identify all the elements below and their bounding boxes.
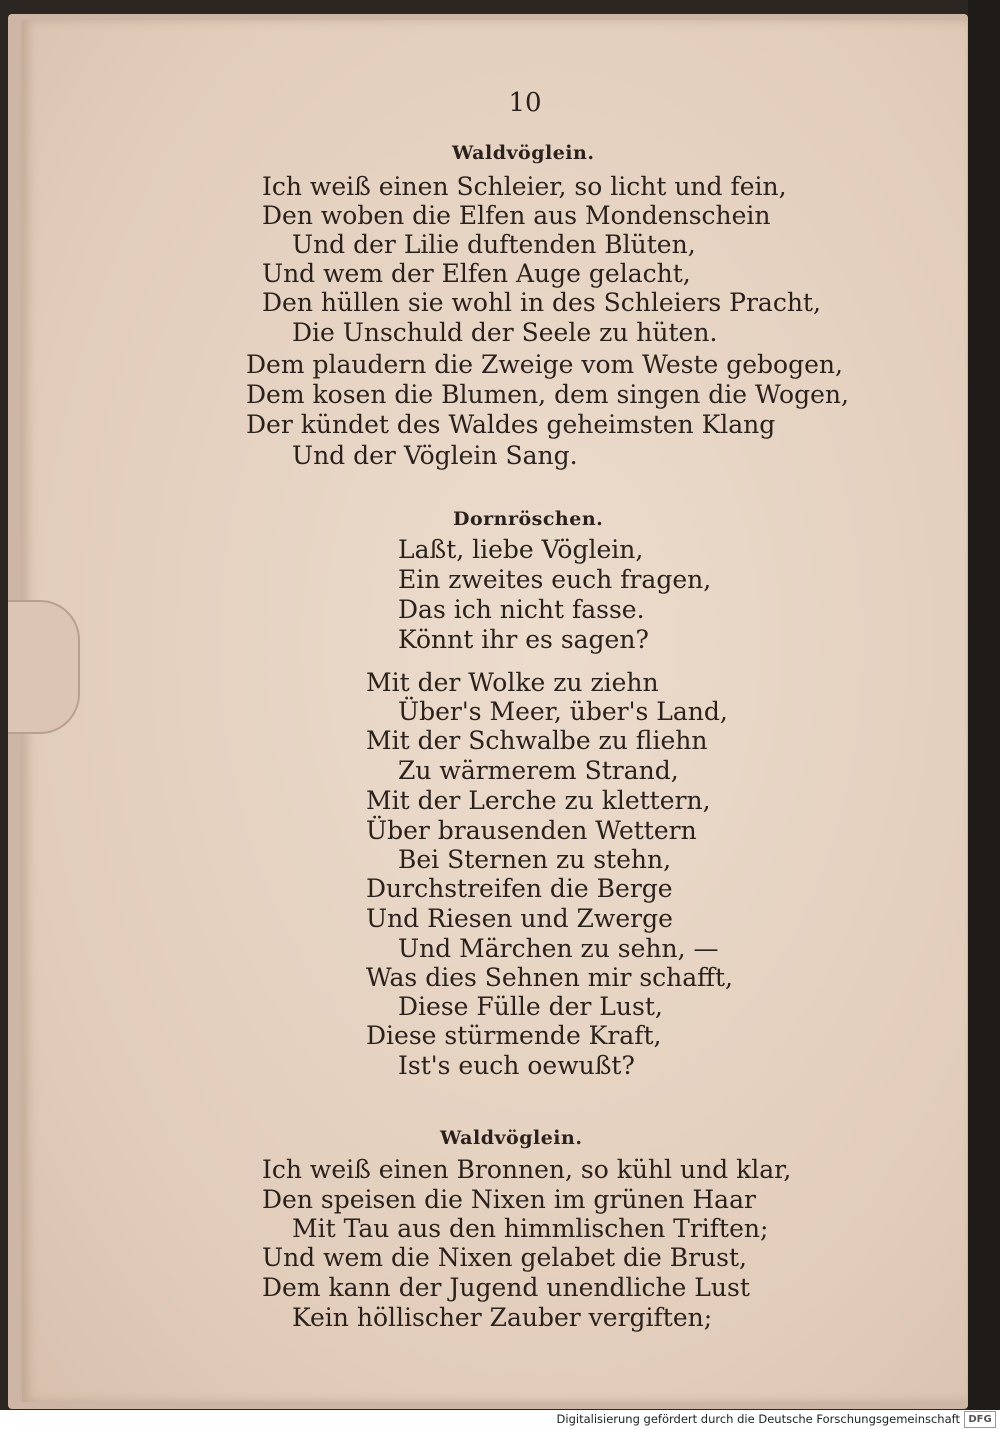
verse-line: Mit Tau aus den himmlischen Triften; — [292, 1214, 769, 1243]
verse-line: Den woben die Elfen aus Mondenschein — [262, 201, 771, 230]
verse-line: Und wem der Elfen Auge gelacht, — [262, 259, 691, 288]
verse-line: Und der Lilie duftenden Blüten, — [292, 230, 696, 259]
poem-title: Waldvöglein. — [452, 142, 595, 164]
verse-line: Und wem die Nixen gelabet die Brust, — [262, 1243, 747, 1272]
verse-line: Mit der Schwalbe zu fliehn — [366, 726, 708, 755]
verse-line: Kein höllischer Zauber vergiften; — [292, 1303, 713, 1332]
dfg-logo: DFG — [964, 1411, 996, 1428]
verse-line: Und der Vöglein Sang. — [292, 441, 578, 470]
verse-line: Dem kosen die Blumen, dem singen die Wogen, — [246, 380, 849, 409]
verse-line: Bei Sternen zu stehn, — [398, 845, 672, 874]
verse-line: Mit der Wolke zu ziehn — [366, 668, 659, 697]
book-spine — [968, 0, 1000, 1410]
verse-line: Dem kann der Jugend unendliche Lust — [262, 1273, 750, 1302]
verse-line: Das ich nicht fasse. — [398, 595, 645, 624]
verse-line: Ist's euch oewußt? — [398, 1051, 635, 1080]
verse-line: Über's Meer, über's Land, — [398, 697, 728, 726]
poem-title: Dornröschen. — [453, 508, 604, 530]
verse-line: Durchstreifen die Berge — [366, 874, 673, 903]
verse-line: Ich weiß einen Schleier, so licht und fein, — [262, 172, 787, 201]
verse-line: Und Riesen und Zwerge — [366, 904, 673, 933]
verse-line: Der kündet des Waldes geheimsten Klang — [246, 410, 776, 439]
verse-line: Und Märchen zu sehn, — — [398, 934, 719, 963]
poem-title: Waldvöglein. — [440, 1127, 583, 1149]
verse-line: Mit der Lerche zu klettern, — [366, 786, 711, 815]
verse-line: Über brausenden Wettern — [366, 816, 697, 845]
verse-line: Die Unschuld der Seele zu hüten. — [292, 318, 718, 347]
verse-line: Den hüllen sie wohl in des Schleiers Pracht, — [262, 288, 821, 317]
verse-line: Ein zweites euch fragen, — [398, 565, 712, 594]
verse-line: Was dies Sehnen mir schafft, — [366, 963, 733, 992]
verse-line: Ich weiß einen Bronnen, so kühl und klar, — [262, 1155, 792, 1184]
verse-line: Laßt, liebe Vöglein, — [398, 535, 644, 564]
verse-line: Diese stürmende Kraft, — [366, 1021, 662, 1050]
verse-line: Könnt ihr es sagen? — [398, 625, 649, 654]
digitization-credit: Digitalisierung gefördert durch die Deutsche Forschungsgemeinschaft — [556, 1412, 960, 1426]
page-tab-notch — [8, 600, 80, 734]
page-number: 10 — [508, 88, 542, 118]
verse-line: Dem plaudern die Zweige vom Weste gebogen, — [246, 350, 843, 379]
verse-line: Zu wärmerem Strand, — [398, 756, 679, 785]
verse-line: Den speisen die Nixen im grünen Haar — [262, 1185, 756, 1214]
verse-line: Diese Fülle der Lust, — [398, 992, 663, 1021]
